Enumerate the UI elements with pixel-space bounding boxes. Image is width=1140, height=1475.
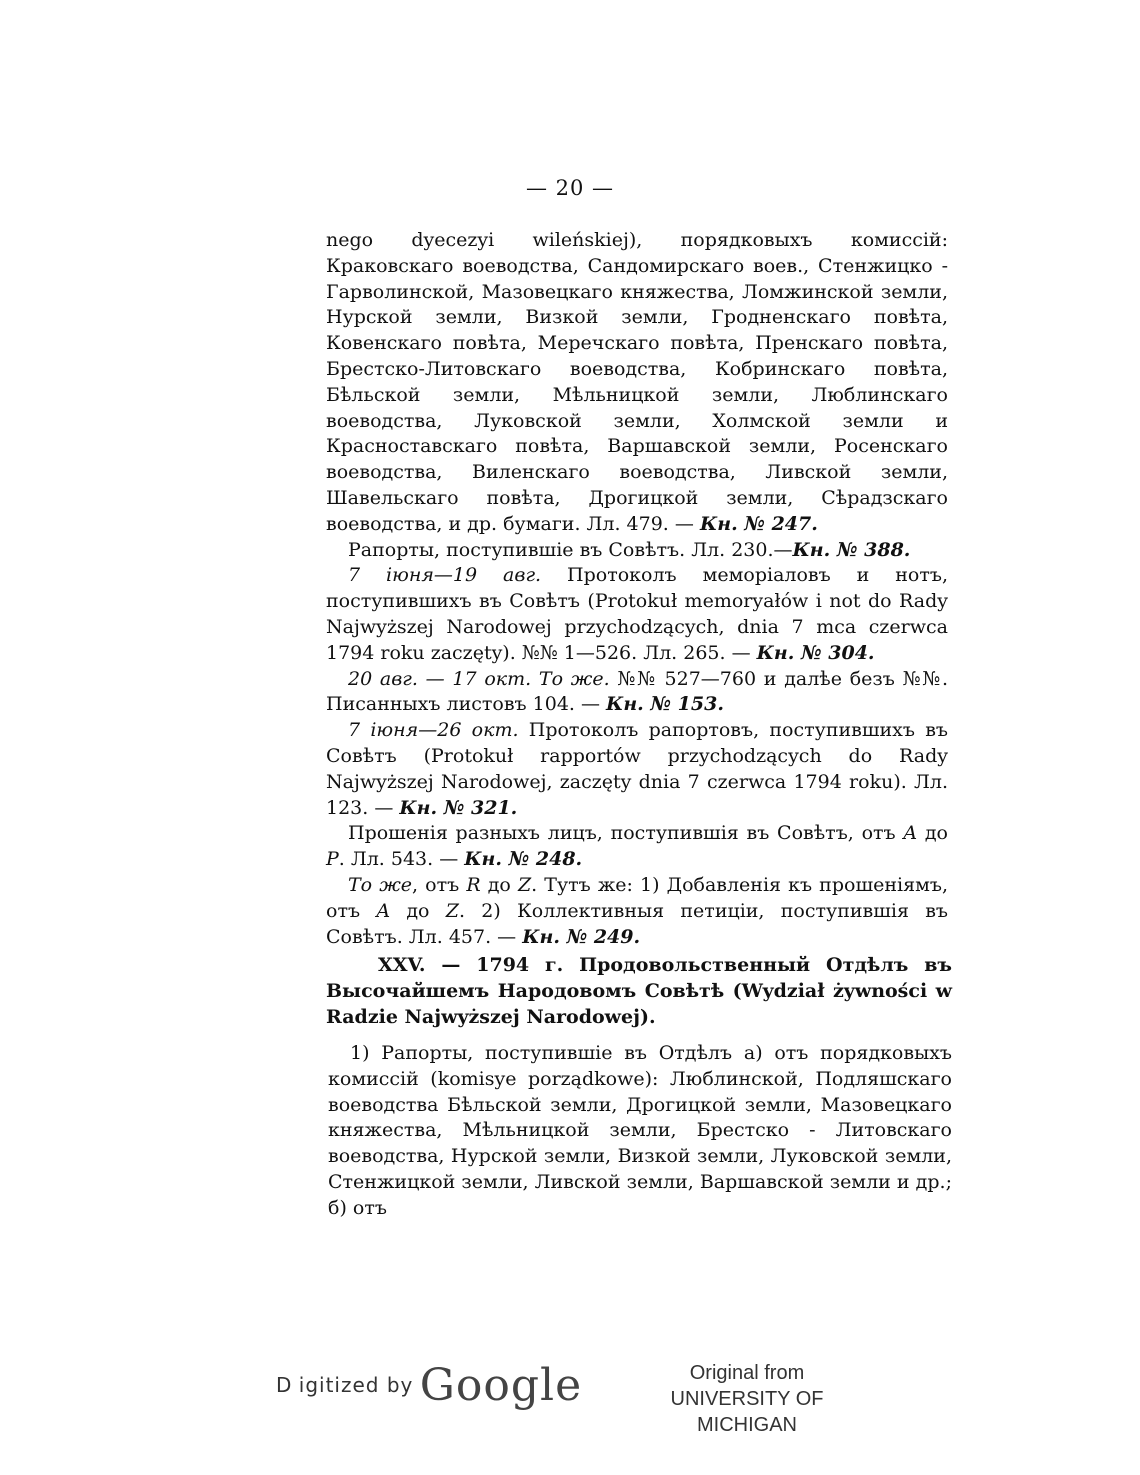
book-reference: Кн. № 388. <box>792 538 911 561</box>
text-run: 7 іюня—26 окт. <box>348 719 519 742</box>
paragraph <box>326 718 948 821</box>
book-reference: Кн. № 153. <box>606 693 724 716</box>
main-text <box>326 228 948 950</box>
page-number: — 20 — <box>525 176 615 200</box>
text-run: до <box>480 873 518 896</box>
text-run: A <box>376 899 391 922</box>
paragraph <box>326 538 948 564</box>
section-text <box>328 1041 952 1222</box>
google-logo: Google <box>419 1360 583 1411</box>
section-heading: XXV. — 1794 г. Продовольственный Отдѣлъ въ Высочайшемъ Народовомъ Совѣтѣ (Wydział żywności w Radzie Najwyższej Narodowej). <box>326 954 952 1028</box>
text-run: Z <box>517 873 532 896</box>
text-run: R <box>466 873 481 896</box>
text-run: до <box>390 899 446 922</box>
section-paragraph: 1) Рапорты, поступившіе въ Отдѣлъ а) отъ порядковыхъ комиссій (komisye porządkowe): Люблинской, Подляшскаго воеводства Бѣльской земли, Дрогицкой земли, Мазовецкаго княжества, Мѣльницкой земли, Брестско - Литовскаго воеводства, Нурской земли, Визкой земли, Луковской земли, Стенжицкой земли, Ливской земли, Варшавской земли и др.; б) отъ <box>328 1042 952 1219</box>
text-run: №№ 527—760 и далѣе безъ №№. Писанныхъ листовъ 104. — <box>326 667 949 716</box>
text-run: . Тутъ же: 1) Добавленія къ прошеніямъ, отъ <box>326 873 948 922</box>
digitized-by-google-watermark <box>276 1360 582 1411</box>
text-run: , отъ <box>412 873 467 896</box>
book-reference: Кн. № 321. <box>399 796 518 819</box>
original-source <box>620 1360 874 1438</box>
book-reference: Кн. № 247. <box>699 512 818 535</box>
book-reference: Кн. № 249. <box>522 925 641 948</box>
paragraph <box>326 873 948 950</box>
paragraph <box>326 563 948 666</box>
paragraph <box>326 667 948 719</box>
text-run: до <box>917 822 948 845</box>
book-reference: Кн. № 248. <box>464 848 583 871</box>
text-run: nego dyecezyi wileńskiej), порядковыхъ комиссій: Краковскаго воеводства, Сандомирскаго воев., Стенжицко - Гарволинской, Мазовецкаго княжества, Ломжинской земли, Нурской земли, Визкой земли, Гродненскаго повѣта, Ковенскаго повѣта, Меречскаго повѣта, Пренскаго повѣта, Брестско-Литовскаго воеводства, Кобринскаго повѣта, Бѣльской земли, Мѣльницкой земли, Люблинскаго воеводства, Луковской земли, Холмской земли и Красноставскаго повѣта, Варшавской земли, Росенскаго воеводства, Виленскаго воеводства, Ливской земли, Шавельскаго повѣта, Дрогицкой земли, Сѣрадзскаго воеводства, и др. бумаги. Лл. 479. — <box>326 229 948 535</box>
text-run: Рапорты, поступившіе въ Совѣтъ. Лл. 230.— <box>348 538 793 561</box>
digitized-prefix: D <box>276 1373 293 1397</box>
original-from-label: Original from <box>689 1362 805 1384</box>
text-run: . 2) Коллективныя петиціи, поступившія въ Совѣтъ. Лл. 457. — <box>326 899 949 948</box>
university-name: UNIVERSITY OF MICHIGAN <box>670 1388 824 1436</box>
footer <box>0 1360 1140 1436</box>
text-run: Прошенія разныхъ лицъ, поступившія въ Совѣтъ, отъ <box>348 822 904 845</box>
book-reference: Кн. № 304. <box>756 641 875 664</box>
text-run: . Лл. 543. — <box>338 848 465 871</box>
text-run: Z <box>445 899 459 922</box>
text-run: 7 іюня—19 авг. <box>348 564 542 587</box>
text-run: P <box>326 848 339 871</box>
text-run: 20 авг. — 17 окт. То же. <box>348 667 610 690</box>
text-run: То же <box>348 873 413 896</box>
paragraph <box>326 228 948 538</box>
text-run: A <box>903 822 918 845</box>
text-run: Протоколъ рапортовъ, поступившихъ въ Совѣтъ (Protokuł rapportów przychodzących do Rady Najwyższej Narodowej, zaczęty dnia 7 czerwca 1794 roku). Лл. 123. — <box>326 719 949 819</box>
digitized-label: igitized by <box>298 1373 414 1397</box>
paragraph <box>326 821 948 873</box>
text-run: Протоколъ меморіаловъ и нотъ, поступившихъ въ Совѣтъ (Protokuł memoryałów i not do Rady Najwyższej Narodowej przychodzących, dnia 7 mca czerwca 1794 roku zaczęty). №№ 1—526. Лл. 265. — <box>326 564 948 664</box>
